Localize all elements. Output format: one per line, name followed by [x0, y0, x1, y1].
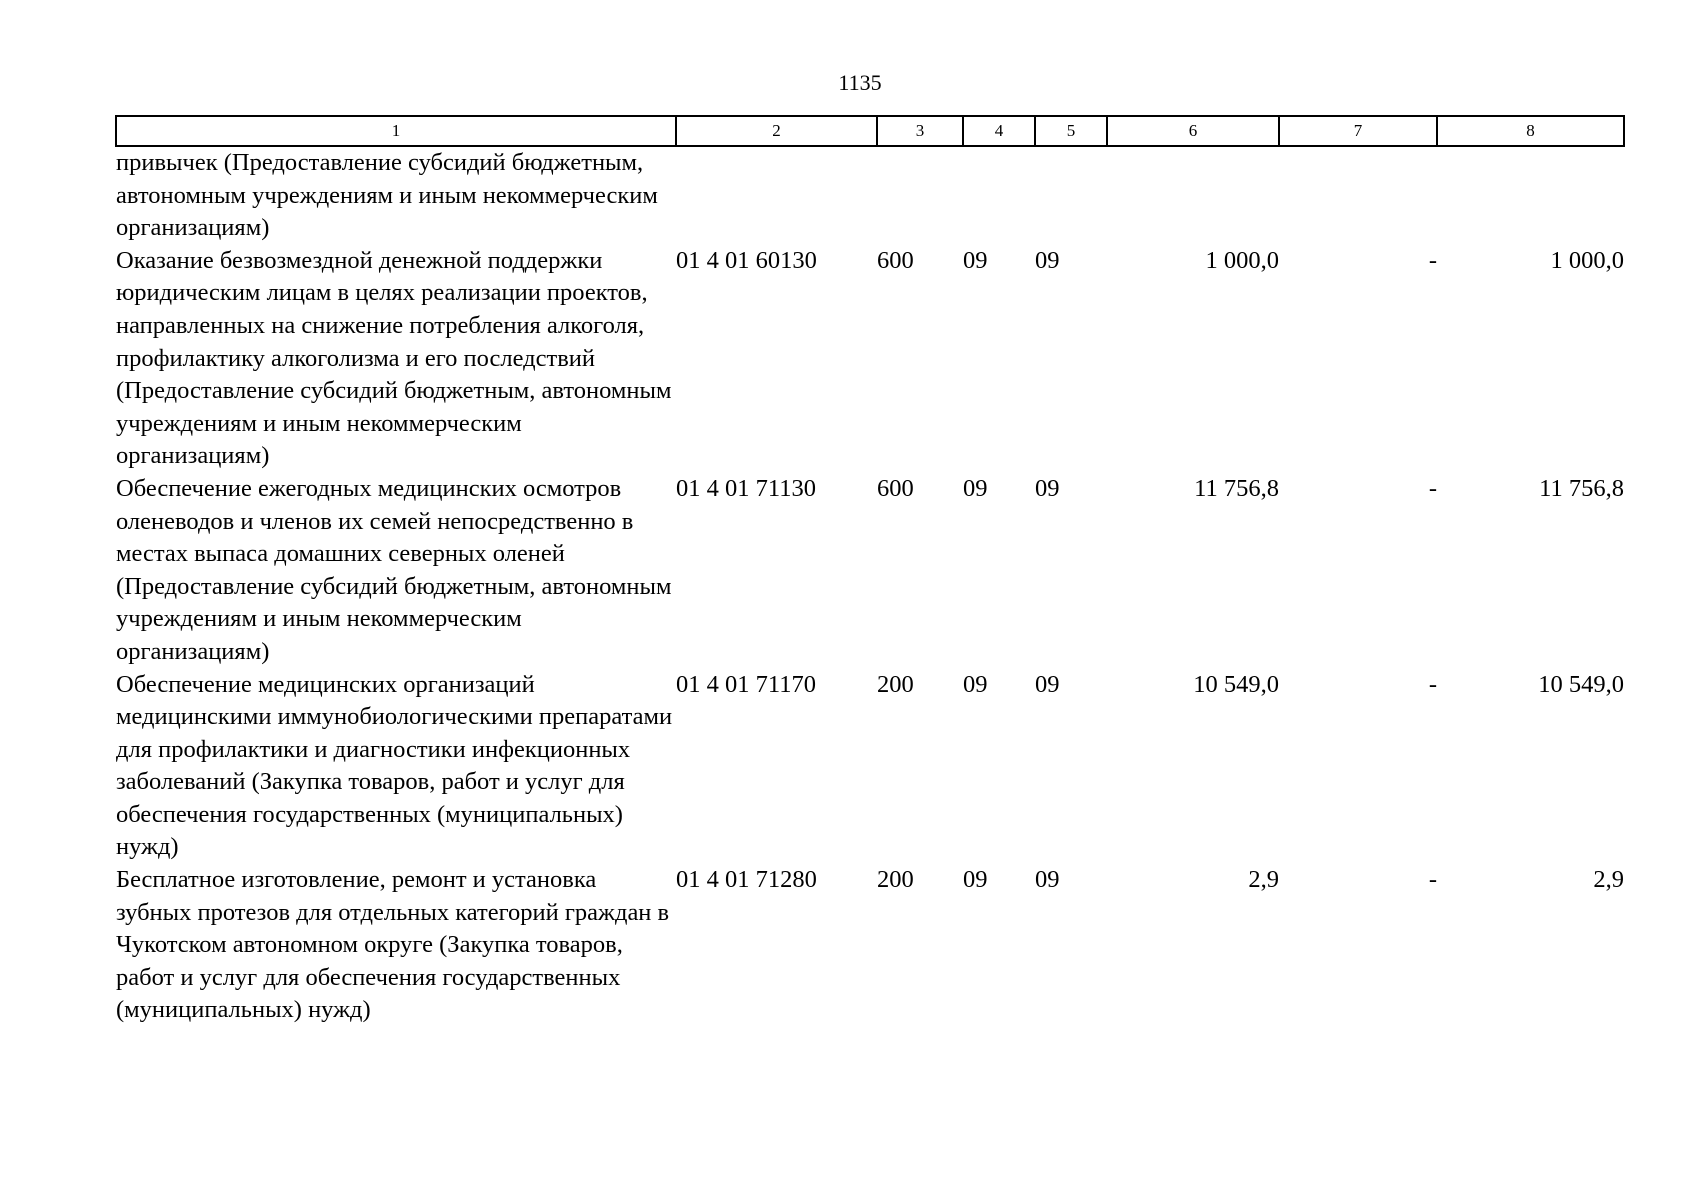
table-row	[116, 864, 1624, 1027]
row-amount-7: -	[1428, 246, 1437, 274]
row-name: Бесплатное изготовление, ремонт и установка зубных протезов для отдельных категорий граждан в Чукотском автономном округе (Закупка товаров, работ и услуг для обеспечения государственных (муниципальных) нужд)	[116, 866, 670, 1024]
table-body	[116, 146, 1624, 1027]
header-col-5: 5	[1035, 116, 1107, 146]
table-row	[116, 473, 1624, 669]
row-rz-code: 09	[963, 246, 988, 274]
row-vr-code: 200	[877, 866, 914, 894]
row-pr-code: 09	[1035, 474, 1060, 502]
header-col-6: 6	[1107, 116, 1279, 146]
page-number: 1135	[838, 70, 882, 95]
header-col-8: 8	[1437, 116, 1624, 146]
row-csr-code: 01 4 01 60130	[676, 246, 817, 274]
row-rz-code: 09	[963, 474, 988, 502]
row-amount-6: 11 756,8	[1194, 474, 1279, 502]
row-vr-code: 200	[877, 670, 914, 698]
row-amount-7: -	[1428, 866, 1437, 894]
header-row	[116, 116, 1624, 146]
row-rz-code: 09	[963, 866, 988, 894]
row-vr-code: 600	[877, 474, 914, 502]
header-col-7: 7	[1279, 116, 1437, 146]
row-amount-7: -	[1428, 474, 1437, 502]
row-csr-code: 01 4 01 71280	[676, 866, 817, 894]
row-pr-code: 09	[1035, 246, 1060, 274]
header-col-3: 3	[877, 116, 963, 146]
table-row	[116, 669, 1624, 865]
row-name: Обеспечение ежегодных медицинских осмотров оленеводов и членов их семей непосредственно в местах выпаса домашних северных оленей (Предоставление субсидий бюджетным, автономным учреждениям и иным некоммерческим организациям)	[116, 474, 672, 665]
row-amount-6: 10 549,0	[1193, 670, 1279, 698]
row-csr-code: 01 4 01 71170	[676, 670, 816, 698]
row-amount-8: 11 756,8	[1539, 474, 1624, 502]
header-col-2: 2	[676, 116, 877, 146]
row-name: Оказание безвозмездной денежной поддержки юридическим лицам в целях реализации проектов, направленных на снижение потребления алкоголя, профилактику алкоголизма и его последствий (Предоставление субсидий бюджетным, автономным учреждениям и иным некоммерческим организациям)	[116, 246, 672, 470]
table-row-continuation	[116, 146, 1624, 245]
header-col-1: 1	[116, 116, 676, 146]
row-rz-code: 09	[963, 670, 988, 698]
row-amount-8: 1 000,0	[1550, 246, 1624, 274]
row-name: привычек (Предоставление субсидий бюджетным, автономным учреждениям и иным некоммерческим организациям)	[116, 149, 658, 242]
table-row	[116, 245, 1624, 473]
row-vr-code: 600	[877, 246, 914, 274]
budget-table	[115, 115, 1625, 1027]
row-amount-6: 2,9	[1248, 866, 1279, 894]
header-col-4: 4	[963, 116, 1035, 146]
row-csr-code: 01 4 01 71130	[676, 474, 816, 502]
row-amount-6: 1 000,0	[1205, 246, 1279, 274]
row-amount-8: 10 549,0	[1538, 670, 1624, 698]
row-name: Обеспечение медицинских организаций медицинскими иммунобиологическими препаратами для профилактики и диагностики инфекционных заболеваний (Закупка товаров, работ и услуг для обеспечения государственных (муниципальных) нужд)	[116, 670, 673, 861]
row-amount-8: 2,9	[1593, 866, 1624, 894]
row-pr-code: 09	[1035, 866, 1060, 894]
row-pr-code: 09	[1035, 670, 1060, 698]
row-amount-7: -	[1428, 670, 1437, 698]
table-header	[116, 116, 1624, 146]
